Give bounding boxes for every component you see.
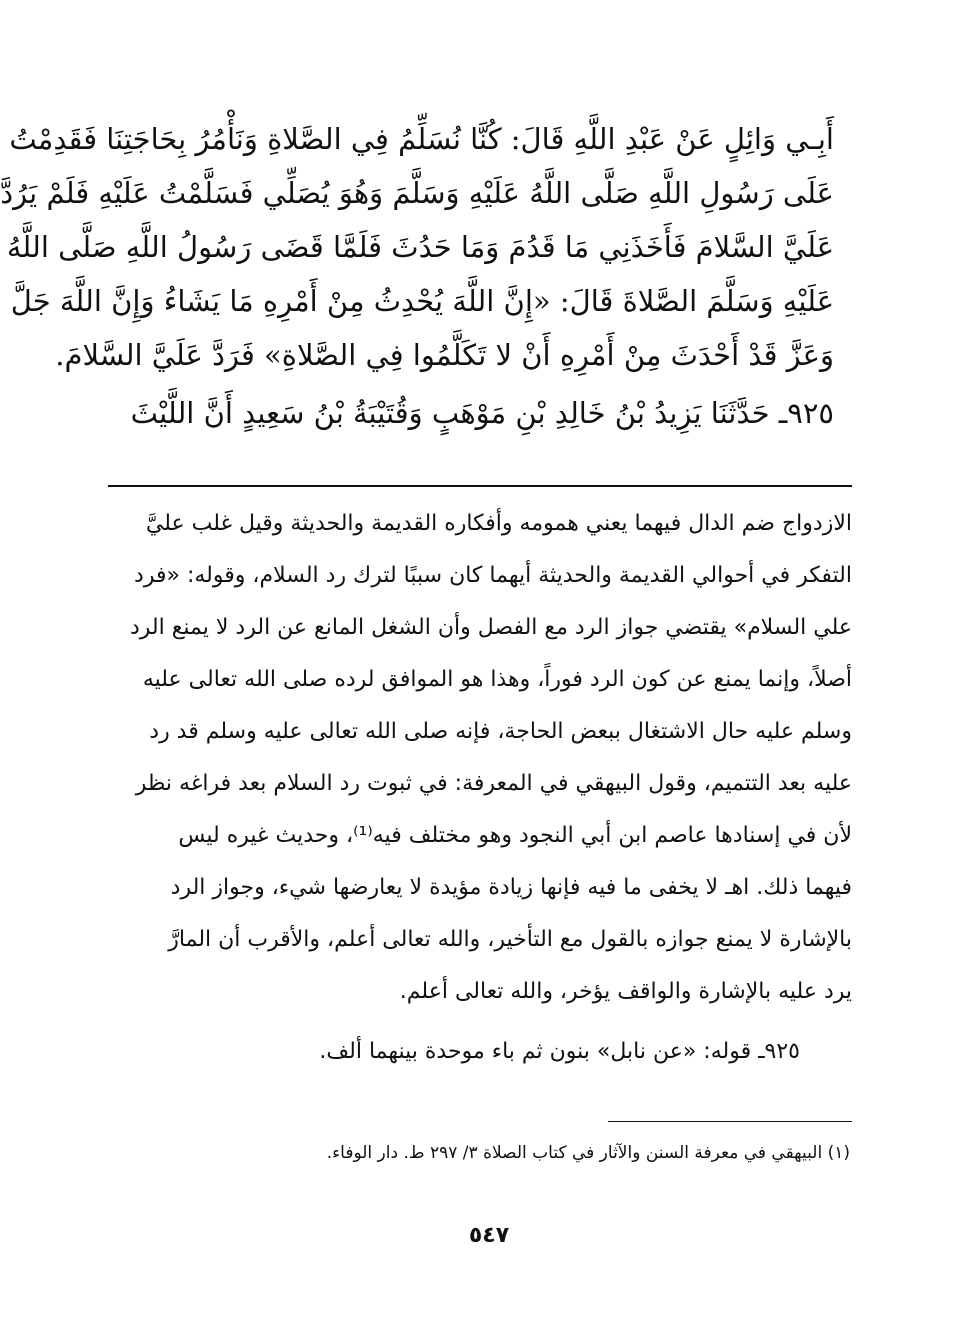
- hadith-text-line: وَعَزَّ قَدْ أَحْدَثَ مِنْ أَمْرِهِ أَنْ لا تَكَلَّمُوا فِي الصَّلاةِ» فَرَدَّ عَلَيَّ السَّلامَ.: [55, 338, 834, 372]
- hadith-text-line: عَلَى رَسُولِ اللَّهِ صَلَّى اللَّهُ عَلَيْهِ وَسَلَّمَ وَهُوَ يُصَلِّي فَسَلَّمْتُ عَلَيْهِ فَلَمْ يَرُدَّ: [0, 176, 834, 210]
- commentary-line: فيهما ذلك. اهـ لا يخفى ما فيه فإنها زيادة مؤيدة لا يعارضها شيء، وجواز الرد: [170, 875, 852, 900]
- hadith-925-line: ٩٢٥ـ حَدَّثَنَا يَزِيدُ بْنُ خَالِدِ بْنِ مَوْهَبٍ وَقُتَيْبَةُ بْنُ سَعِيدٍ أَنَّ اللَّيْثَ: [130, 396, 834, 430]
- hadith-text-line: عَلَيَّ السَّلامَ فَأَخَذَنِي مَا قَدُمَ وَمَا حَدُثَ فَلَمَّا قَضَى رَسُولُ اللَّهِ صَلَّى اللَّهُ: [6, 230, 834, 264]
- commentary-line: الازدواج ضم الدال فيهما يعني همومه وأفكاره القديمة والحديثة وقيل غلب عليَّ: [145, 511, 852, 536]
- footnote-divider: [608, 1121, 852, 1122]
- commentary-note-925: ٩٢٥ـ قوله: «عن نابل» بنون ثم باء موحدة بينهما ألف.: [319, 1039, 800, 1064]
- hadith-text-line: عَلَيْهِ وَسَلَّمَ الصَّلاةَ قَالَ: «إِنَّ اللَّهَ يُحْدِثُ مِنْ أَمْرِهِ مَا يَشَاءُ وَإِنَّ اللَّهَ جَلَّ: [10, 284, 834, 318]
- page-number: ٥٤٧: [468, 1223, 510, 1248]
- commentary-line: علي السلام» يقتضي جواز الرد مع الفصل وأن الشغل المانع عن الرد لا يمنع الرد: [129, 615, 852, 640]
- commentary-divider: [108, 485, 852, 487]
- commentary-line: لأن في إسنادها عاصم ابن أبي النجود وهو مختلف فيه⁽¹⁾، وحديث غيره ليس: [178, 823, 852, 848]
- commentary-line: وسلم عليه حال الاشتغال ببعض الحاجة، فإنه صلى الله تعالى عليه وسلم قد رد: [149, 719, 852, 744]
- commentary-line: أصلاً، وإنما يمنع عن كون الرد فوراً، وهذا هو الموافق لرده صلى الله تعالى عليه: [142, 667, 852, 692]
- commentary-block: [96, 498, 852, 1078]
- commentary-line: بالإشارة لا يمنع جوازه بالقول مع التأخير، والله تعالى أعلم، والأقرب أن المارَّ: [168, 927, 852, 952]
- commentary-line: يرد عليه بالإشارة والواقف يؤخر، والله تعالى أعلم.: [399, 979, 852, 1004]
- hadith-text-line: أَبِـي وَائِلٍ عَنْ عَبْدِ اللَّهِ قَالَ: كُنَّا نُسَلِّمُ فِي الصَّلاةِ وَنَأْمُرُ بِحَاجَتِنَا فَقَدِمْتُ: [9, 122, 834, 156]
- hadith-text-block: [0, 112, 834, 440]
- commentary-line: عليه بعد التتميم، وقول البيهقي في المعرفة: في ثبوت رد السلام بعد فراغه نظر: [135, 771, 852, 796]
- footnote: (١) البيهقي في معرفة السنن والآثار في كتاب الصلاة ٣/ ٢٩٧ ط. دار الوفاء.: [326, 1143, 850, 1163]
- commentary-line: التفكر في أحوالي القديمة والحديثة أيهما كان سببًا لترك رد السلام، وقوله: «فرد: [134, 563, 852, 588]
